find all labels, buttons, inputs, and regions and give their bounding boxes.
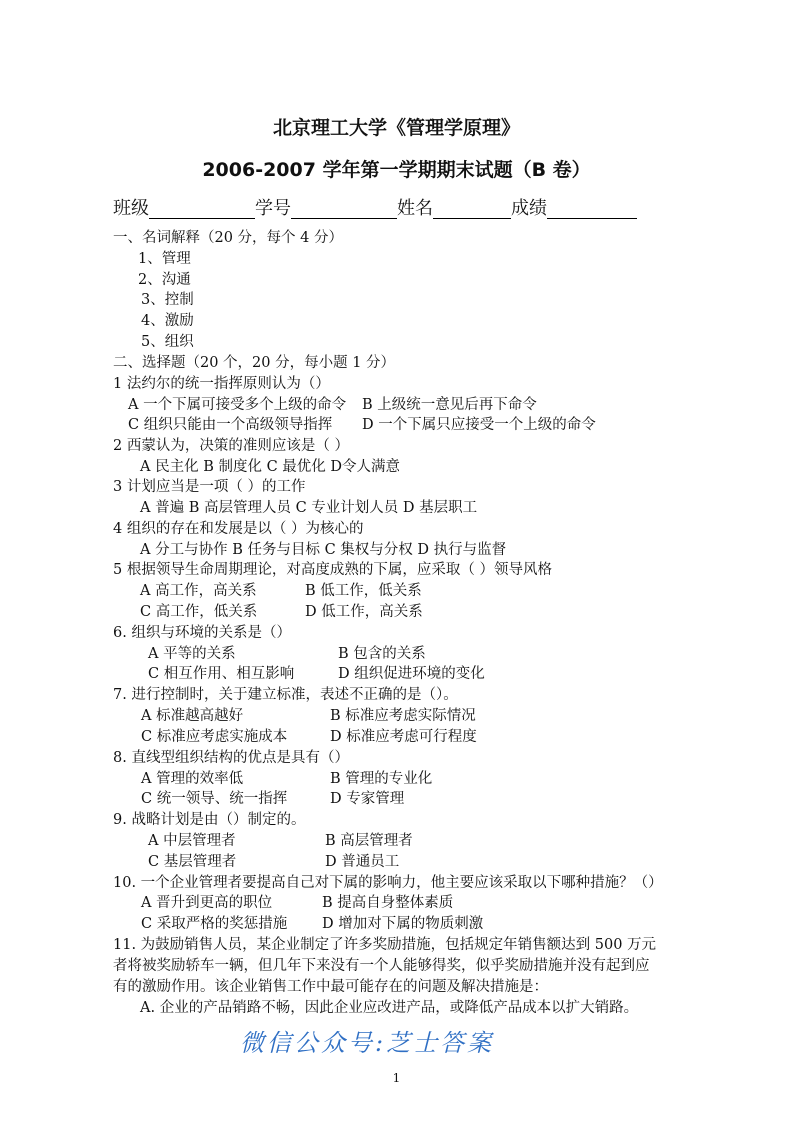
question-stem: 10. 一个企业管理者要提高自己对下属的影响力，他主要应该采取以下哪种措施？（） xyxy=(113,875,663,891)
id-label: 学号 xyxy=(255,198,291,219)
term-item: 3、控制 xyxy=(141,292,194,308)
question-stem: 者将被奖励轿车一辆，但几年下来没有一个人能够得奖，似乎奖励措施并没有起到应 xyxy=(113,958,650,974)
question-stem: 7. 进行控制时，关于建立标准，表述不正确的是（）。 xyxy=(113,687,458,703)
term-item: 1、管理 xyxy=(138,251,191,267)
name-label: 姓名 xyxy=(397,198,433,219)
option: C 高工作，低关系 xyxy=(140,604,258,620)
options-line: A 民主化 B 制度化 C 最优化 D令人满意 xyxy=(140,459,401,475)
question-stem: 4 组织的存在和发展是以（ ）为核心的 xyxy=(113,521,364,537)
option: A 平等的关系 xyxy=(148,646,236,662)
option: A. 企业的产品销路不畅，因此企业应改进产品，或降低产品成本以扩大销路。 xyxy=(140,1000,639,1016)
id-blank[interactable] xyxy=(291,200,397,219)
option: D 标准应考虑可行程度 xyxy=(330,729,477,745)
option: D 专家管理 xyxy=(330,791,405,807)
option: D 普通员工 xyxy=(325,854,400,870)
class-label: 班级 xyxy=(113,198,149,219)
question-stem: 6. 组织与环境的关系是（） xyxy=(113,625,291,641)
option: D 组织促进环境的变化 xyxy=(338,666,485,682)
term-item: 2、沟通 xyxy=(138,272,191,288)
option: A 标准越高越好 xyxy=(141,708,244,724)
option: B 标准应考虑实际情况 xyxy=(330,708,476,724)
watermark: 微信公众号:芝士答案 xyxy=(240,1029,495,1057)
question-stem: 2 西蒙认为，决策的准则应该是（ ） xyxy=(113,438,349,454)
option: B 高层管理者 xyxy=(325,833,413,849)
option: B 上级统一意见后再下命令 xyxy=(362,397,537,413)
option: C 采取严格的奖惩措施 xyxy=(141,916,288,932)
term-item: 4、激励 xyxy=(141,313,194,329)
option: A 高工作，高关系 xyxy=(140,583,257,599)
option: C 统一领导、统一指挥 xyxy=(141,791,288,807)
option: A 管理的效率低 xyxy=(141,771,244,787)
options-line: A 普遍 B 高层管理人员 C 专业计划人员 D 基层职工 xyxy=(140,500,478,516)
student-info-line xyxy=(113,199,637,219)
question-stem: 11. 为鼓励销售人员，某企业制定了许多奖励措施，包括规定年销售额达到 500 万元 xyxy=(113,937,657,953)
option: A 晋升到更高的职位 xyxy=(141,895,273,911)
class-blank[interactable] xyxy=(149,200,255,219)
option: B 低工作，低关系 xyxy=(305,583,422,599)
exam-subtitle: 2006-2007 学年第一学期期末试题（B 卷） xyxy=(202,159,591,181)
option: C 组织只能由一个高级领导指挥 xyxy=(128,417,333,433)
question-stem: 1 法约尔的统一指挥原则认为（） xyxy=(113,376,330,392)
option: C 基层管理者 xyxy=(148,854,237,870)
page-number: 1 xyxy=(392,1071,401,1085)
question-stem: 3 计划应当是一项（ ）的工作 xyxy=(113,479,306,495)
question-stem: 8. 直线型组织结构的优点是具有（） xyxy=(113,750,349,766)
exam-title: 北京理工大学《管理学原理》 xyxy=(272,117,520,139)
option: B 管理的专业化 xyxy=(330,771,433,787)
option: A 一个下属可接受多个上级的命令 xyxy=(128,397,347,413)
options-line: A 分工与协作 B 任务与目标 C 集权与分权 D 执行与监督 xyxy=(140,542,507,558)
option: C 相互作用、相互影响 xyxy=(148,666,295,682)
term-item: 5、组织 xyxy=(141,334,194,350)
question-stem: 9. 战略计划是由（）制定的。 xyxy=(113,812,306,828)
option: B 提高自身整体素质 xyxy=(322,895,454,911)
score-blank[interactable] xyxy=(547,200,637,219)
section-2-heading: 二、选择题（20 个，20 分，每小题 1 分） xyxy=(113,355,396,371)
section-1-heading: 一、名词解释（20 分，每个 4 分） xyxy=(113,230,344,246)
option: D 一个下属只应接受一个上级的命令 xyxy=(362,417,596,433)
score-label: 成绩 xyxy=(511,198,547,219)
question-stem: 5 根据领导生命周期理论，对高度成熟的下属，应采取（ ）领导风格 xyxy=(113,562,552,578)
option: A 中层管理者 xyxy=(148,833,236,849)
option: C 标准应考虑实施成本 xyxy=(141,729,288,745)
option: D 增加对下属的物质刺激 xyxy=(322,916,484,932)
option: B 包含的关系 xyxy=(338,646,426,662)
option: D 低工作，高关系 xyxy=(305,604,423,620)
question-stem: 有的激励作用。该企业销售工作中最可能存在的问题及解决措施是： xyxy=(113,979,548,995)
name-blank[interactable] xyxy=(433,200,511,219)
